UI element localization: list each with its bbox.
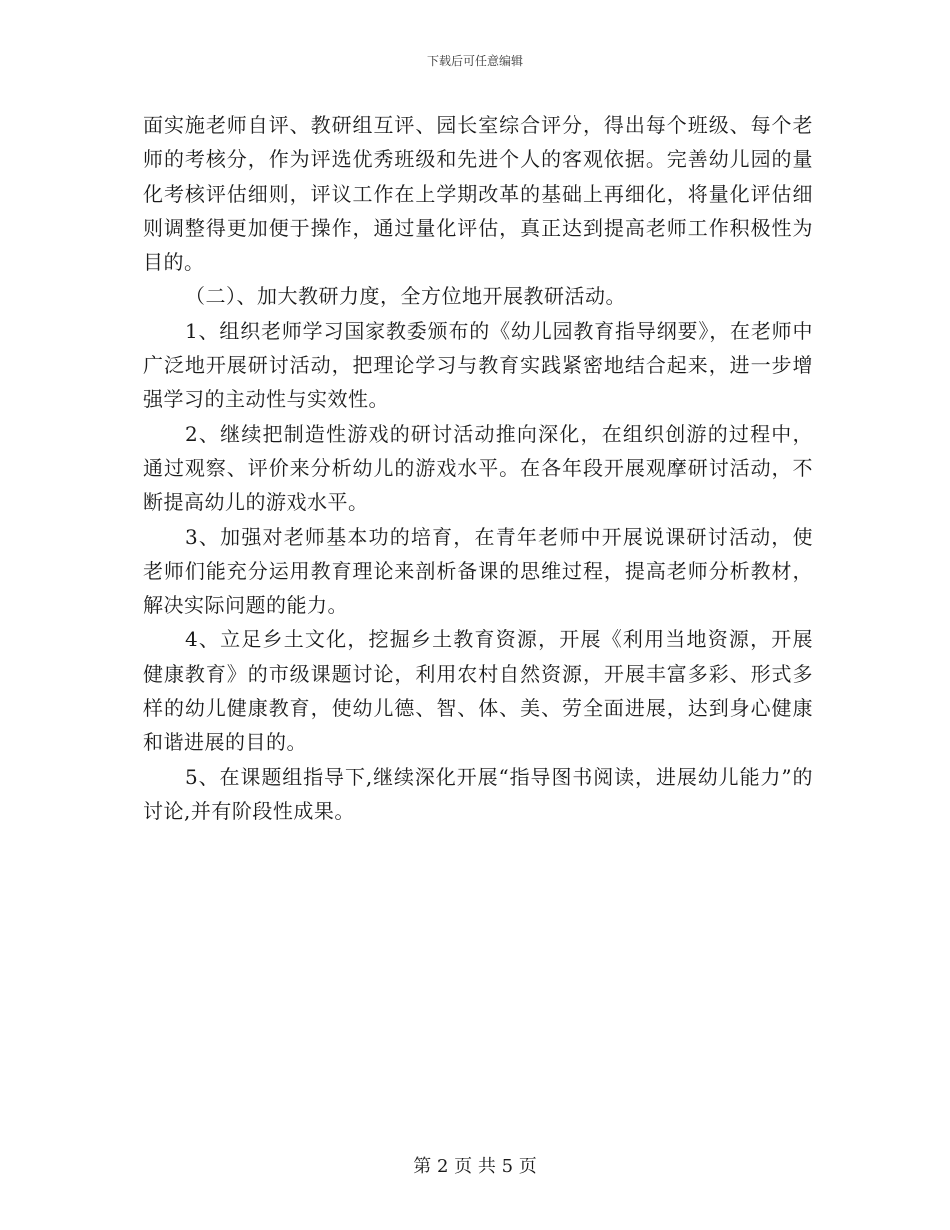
section-heading-2: （二）、加大教研力度，全方位地开展教研活动。 bbox=[185, 284, 626, 309]
list-item-4: 4、立足乡土文化，挖掘乡土教育资源，开展《利用当地资源，开展健康教育》的市级课题讨论，利用农村自然资源，开展丰富多彩、形式多样的幼儿健康教育，使幼儿德、智、体、美、劳全面进展，达到身心健康和谐进展的目的。 bbox=[143, 627, 813, 755]
list-item-3: 3、加强对老师基本功的培育，在青年老师中开展说课研讨活动，使老师们能充分运用教育理论来剖析备课的思维过程，提高老师分析教材，解决实际问题的能力。 bbox=[143, 524, 813, 618]
list-item-1: 1、组织老师学习国家教委颁布的《幼儿园教育指导纲要》，在老师中广泛地开展研讨活动，把理论学习与教育实践紧密地结合起来，进一步增强学习的主动性与实效性。 bbox=[143, 318, 813, 412]
list-item-5: 5、在课题组指导下,继续深化开展“指导图书阅读，进展幼儿能力”的讨论,并有阶段性成果。 bbox=[143, 764, 813, 823]
page-header-note: 下载后可任意编辑 bbox=[426, 54, 523, 68]
paragraph-continuation: 面实施老师自评、教研组互评、园长室综合评分，得出每个班级、每个老师的考核分，作为评选优秀班级和先进个人的客观依据。完善幼儿园的量化考核评估细则，评议工作在上学期改革的基础上再细化，将量化评估细则调整得更加便于操作，通过量化评估，真正达到提高老师工作积极性为目的。 bbox=[143, 113, 813, 275]
page-number bbox=[0, 1155, 950, 1179]
page-number-label: 第 2 页 共 5 页 bbox=[413, 1156, 537, 1177]
document-body bbox=[143, 108, 813, 828]
list-item-2: 2、继续把制造性游戏的研讨活动推向深化，在组织创游的过程中，通过观察、评价来分析幼儿的游戏水平。在各年段开展观摩研讨活动，不断提高幼儿的游戏水平。 bbox=[143, 421, 813, 515]
